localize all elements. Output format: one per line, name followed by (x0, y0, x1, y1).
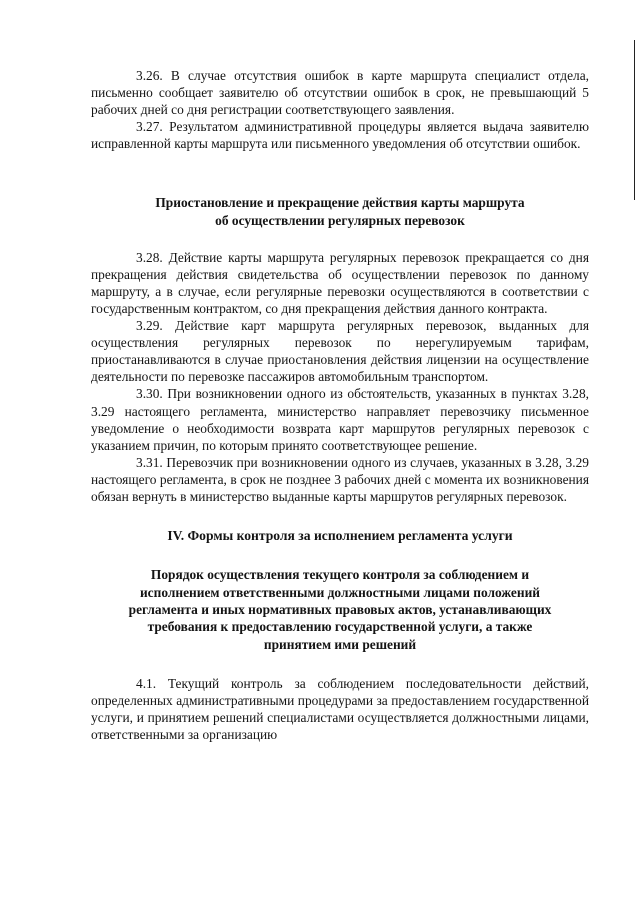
paragraph-3-29: 3.29. Действие карт маршрута регулярных перевозок, выданных для осуществления регулярных перевозок по нерегулируемым тарифам, приостанавливаются в случае приостановления действия лицензии на осуществление деятельности по перевозке пассажиров автомобильным транспортом. (91, 318, 589, 385)
paragraph-3-31: 3.31. Перевозчик при возникновении одного из случаев, указанных в 3.28, 3.29 настоящего регламента, в срок не позднее 3 рабочих дней с момента их возникновения обязан вернуть в министерство выданные карты маршрутов регулярных перевозок. (91, 454, 589, 504)
paragraph-3-27: 3.27. Результатом административной процедуры является выдача заявителю исправленной карты маршрута или письменного уведомления об отсутствии ошибок. (91, 119, 589, 152)
paragraph-3-30: 3.30. При возникновении одного из обстоятельств, указанных в пунктах 3.28, 3.29 настоящего регламента, министерство направляет перевозчику письменное уведомление о необходимости возврата карт маршрутов регулярных перевозок с указанием причин, по которым принято соответствующее решение. (91, 386, 589, 453)
heading-control-line: исполнением ответственными должностными лицами положений (139, 584, 541, 600)
heading-suspension-line: Приостановление и прекращение действия карты маршрута (155, 195, 525, 211)
heading-control-line: принятием ими решений (263, 636, 417, 652)
heading-control-line: Порядок осуществления текущего контроля за соблюдением и (150, 567, 530, 583)
paragraph-3-26: 3.26. В случае отсутствия ошибок в карте маршрута специалист отдела, письменно сообщает заявителю об отсутствии ошибок в срок, не превышающий 5 рабочих дней со дня регистрации соответствующего заявления. (91, 68, 589, 118)
heading-control (91, 566, 589, 653)
paragraph-4-1: 4.1. Текущий контроль за соблюдением последовательности действий, определенных административными процедурами за предоставлением государственной услуги, и принятием решений специалистами осуществляется должностными лицами, ответственными за организацию (91, 676, 589, 743)
heading-control-line: регламента и иных нормативных правовых актов, устанавливающих (128, 601, 552, 617)
section-title-iv: IV. Формы контроля за исполнением регламента услуги (167, 528, 513, 544)
paragraph-3-28: 3.28. Действие карты маршрута регулярных перевозок прекращается со дня прекращения действия свидетельства об осуществлении перевозок по данному маршруту, а в случае, если регулярные перевозки осуществляются в соответствии с государственным контрактом, со дня прекращения действия данного контракта. (91, 249, 589, 316)
heading-suspension-line: об осуществлении регулярных перевозок (215, 212, 465, 228)
scan-edge-line (634, 40, 635, 200)
document-body (91, 67, 589, 744)
heading-control-line: требования к предоставлению государственной услуги, а также (147, 619, 533, 635)
heading-suspension (91, 194, 589, 228)
